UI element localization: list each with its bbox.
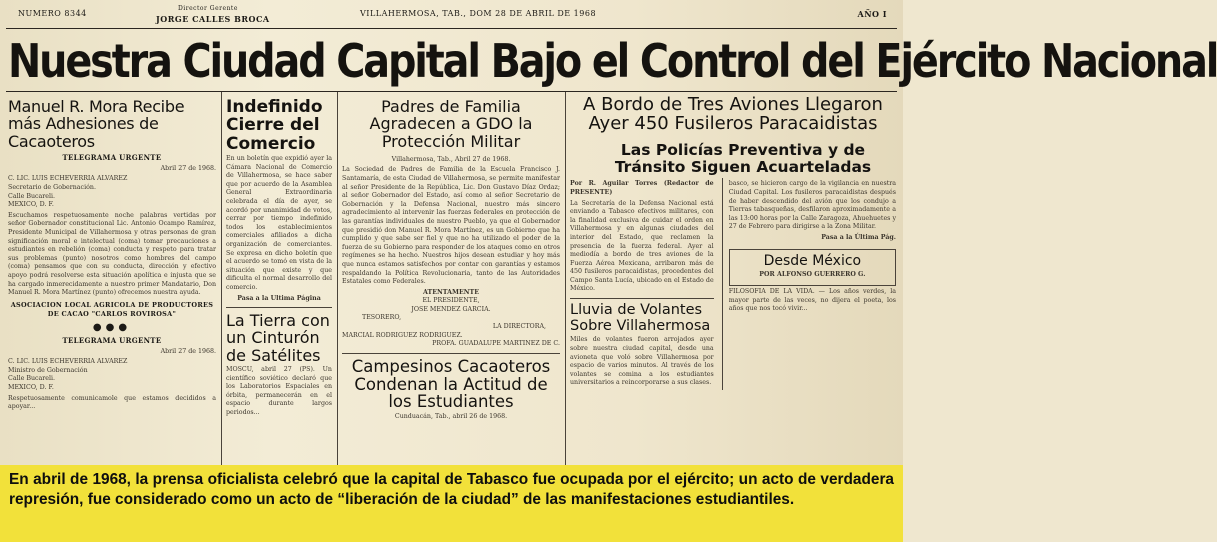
article-columns	[570, 178, 896, 390]
signatory-name: PROFA. GUADALUPE MARTINEZ DE C.	[432, 340, 560, 348]
article-subheadline-policias: Las Policías Preventiva y de Tránsito Siguen Acuarteladas	[614, 140, 872, 176]
article-headline-aviones: A Bordo de Tres Aviones Llegaron Ayer 450 Fusileros Paracaidistas	[583, 94, 883, 135]
caption-text: En abril de 1968, la prensa oficialista celebró que la capital de Tabasco fue ocupada por el ejército; un acto de verdadera represión, fue considerado como un acto de “liberación de la ciudad” de las manifestaciones estudiantiles.	[9, 471, 894, 508]
address-line: C. LIC. LUIS ECHEVERRIA ALVAREZ	[8, 175, 128, 183]
telegram-date: Abril 27 de 1968.	[160, 164, 216, 172]
section-divider	[342, 353, 560, 354]
article-body: La Secretaría de la Defensa Nacional está enviando a Tabasco efectivos militares, con la finalidad exclusiva de cuidar el orden en Villahermosa y en algunas ciudades del interior del Estado, que reclamen la presencia de la fuerza federal. Ayer al mediodía a bordo de tres aviones de la Fuerza Aérea Mexicana, arribaron más de 450 fusileros paracaidistas, procedentes del Campo Santa Lucía, ubicado en el Estado de México.	[570, 199, 714, 293]
telegram-label: TELEGRAMA URGENTE	[62, 152, 162, 162]
article-headline-satelites: La Tierra con un Cinturón de Satélites	[226, 311, 330, 365]
article-body: FILOSOFIA DE LA VIDA. — Los años verdes, la mayor parte de las veces, no dijera el poeta, los años que nos tocó vivir...	[728, 288, 896, 313]
byline: Por R. Aguilar Torres (Redactor de PRESENTE)	[570, 180, 714, 196]
director-label: Director Gerente	[178, 5, 238, 12]
article-body: La Sociedad de Padres de Familia de la Escuela Francisco J. Santamaría, de esta Ciudad de Villahermosa, se permite manifestar al señor Presidente de la República, Lic. Don Gustavo Díaz Ordaz; al señor Gobernador del Estado, así como al señor Secretario de Gobernación y la Defensa Nacional, nuestro más sincero agradecimiento al intervenir las fuerzas federales en protección de las garantías individuales de nuestro Pueblo, ya que el Gobernador que presidió don Manuel R. Mora Martínez, es un Gobierno que ha cumplido y que sabe ser fiel y que no ha utilizado el poder de la fuerza de su Gobierno para responder de los ataques como en otros regímenes se ha hecho. Nuestros hijos desean estudiar y hoy más que nunca estamos satisfechos por contar con garantías y estamos respaldando la Política Revolucionaria, tanto de las Autoridades Estatales como Federales.	[342, 166, 560, 286]
article-body: Escuchamos respetuosamente noche palabras vertidas por señor Gobernador constitucional Lic. Antonio Ocampo Ramírez, Presidente Municipal de Villahermosa y otras personas de gran significación moral e intelectual (coma) tomar precauciones a estudiantes en rebelión (coma) conducta y respeto para tratar sus problemas (punto) nosotros como hombres del campo (coma) pensamos que con su conducta, dirección y efectivo apoyo podrá resolverse esta situación apolítica e injusta que se ha cargado inmerecidamente a nuestro primer Mandatario, Don Manuel R. Mora Martínez (punto) ofrecemos nuestra ayuda.	[8, 211, 216, 297]
dateline: VILLAHERMOSA, TAB., DOM 28 DE ABRIL DE 1968	[360, 9, 597, 18]
masthead	[8, 5, 895, 24]
main-headline: Nuestra Ciudad Capital Bajo el Control del Ejército Nacional	[8, 34, 1217, 88]
article-body: basco, se hicieron cargo de la vigilancia en nuestra Ciudad Capital. Los fusileros paracaidistas después de haber descendido del avión que los condujo a Tierras tabasqueñas, desfilaron aproximadamente a las 13:00 horas por la Calle Zaragoza, Ahuehuetes y 27 de Febrero para dirigirse a la Zona Militar.	[728, 180, 896, 231]
section-divider	[570, 298, 714, 299]
article-date: Cunduacán, Tab., abril 26 de 1968.	[394, 413, 508, 421]
column-divider	[221, 92, 222, 465]
column-mora	[8, 92, 216, 465]
address-line: Ministro de Gobernación	[8, 366, 88, 374]
article-body: En un boletín que expidió ayer la Cámara Nacional de Comercio de Villahermosa, se hace saber que por acuerdo de la Asamblea General Extraordinaria celebrada el día de ayer, se acordó por unanimidad de votos, cerrar por tiempo indefinido todos los establecimientos comerciales afiliados a dicha organización de comerciantes. Se expresa en dicho boletín que el acuerdo se tomó en vista de la situación que existe y que dificulta el normal desarrollo del comercio.	[226, 155, 332, 291]
telegram-label: TELEGRAMA URGENTE	[62, 335, 162, 345]
article-headline-padres: Padres de Familia Agradecen a GDO la Protección Militar	[369, 97, 533, 151]
signature-block: ASOCIACION LOCAL AGRICOLA DE PRODUCTORES DE CACAO "CARLOS ROVIROSA"	[10, 300, 214, 318]
address-line: Secretario de Gobernación.	[8, 183, 96, 191]
column-padres	[342, 92, 560, 465]
telegram-date: Abril 27 de 1968.	[160, 347, 216, 355]
signatory-title: TESORERO,	[362, 314, 402, 322]
sign-off: ATENTAMENTE	[422, 288, 480, 296]
continued-note: Pasa a la Ultima Página	[237, 294, 321, 302]
article-headline-comercio: Indefinido Cierre del Comercio	[226, 97, 323, 154]
signatory-name: MARCIAL RODRIGUEZ RODRIGUEZ.	[342, 331, 463, 339]
address-line: Calle Bucareli.	[8, 192, 56, 200]
address-line: MEXICO, D. F.	[8, 384, 54, 392]
address-line: C. LIC. LUIS ECHEVERRIA ALVAREZ	[8, 358, 128, 366]
section-divider	[226, 307, 332, 308]
article-body: Miles de volantes fueron arrojados ayer sobre nuestra ciudad capital, desde una avioneta que voló sobre Villahermosa por espacio de varios minutos. Al través de los volantes se comina a los estudiantes universitarios a reincorporarse a sus clases.	[570, 336, 714, 387]
article-headline-desde-mexico: Desde México	[763, 252, 862, 269]
article-headline-campesinos: Campesinos Cacaoteros Condenan la Actitud de los Estudiantes	[351, 356, 551, 412]
volume-year: AÑO I	[857, 9, 887, 19]
signatory-name: JOSE MENDEZ GARCIA.	[411, 305, 491, 313]
continued-note: Pasa a la Última Pág.	[821, 233, 896, 241]
masthead-rule	[6, 28, 897, 29]
column-comercio	[226, 92, 332, 465]
article-headline-volantes: Lluvia de Volantes Sobre Villahermosa	[570, 302, 711, 334]
issue-number: NUMERO 8344	[18, 9, 87, 18]
article-body: Respetuosamente comunicamole que estamos decididos a apoyar...	[8, 394, 216, 411]
article-body: MOSCU, abril 27 (PS). Un científico soviético declaró que los Laboratorios Espaciales en órbita, permanecerán en el espacio durante largos periodos...	[226, 365, 332, 416]
address-line: MEXICO, D. F.	[8, 201, 54, 209]
caption-banner	[0, 465, 903, 542]
column-box-desde-mexico	[729, 249, 896, 287]
ornament-dots: ●●●	[92, 321, 132, 333]
byline: POR ALFONSO GUERRERO G.	[759, 270, 866, 278]
address-line: Calle Bucareli.	[8, 375, 56, 383]
right-subcolumn	[722, 178, 896, 390]
signatory-title: EL PRESIDENTE,	[422, 297, 480, 305]
article-headline-mora: Manuel R. Mora Recibe más Adhesiones de Cacaoteros	[8, 97, 185, 151]
left-subcolumn	[570, 178, 714, 390]
column-divider	[337, 92, 338, 465]
column-paracaidistas	[570, 92, 896, 465]
signatory-title: LA DIRECTORA,	[492, 323, 546, 331]
director-name: JORGE CALLES BROCA	[156, 14, 270, 24]
column-divider	[565, 92, 566, 465]
article-date: Villahermosa, Tab., Abril 27 de 1968.	[391, 155, 511, 163]
